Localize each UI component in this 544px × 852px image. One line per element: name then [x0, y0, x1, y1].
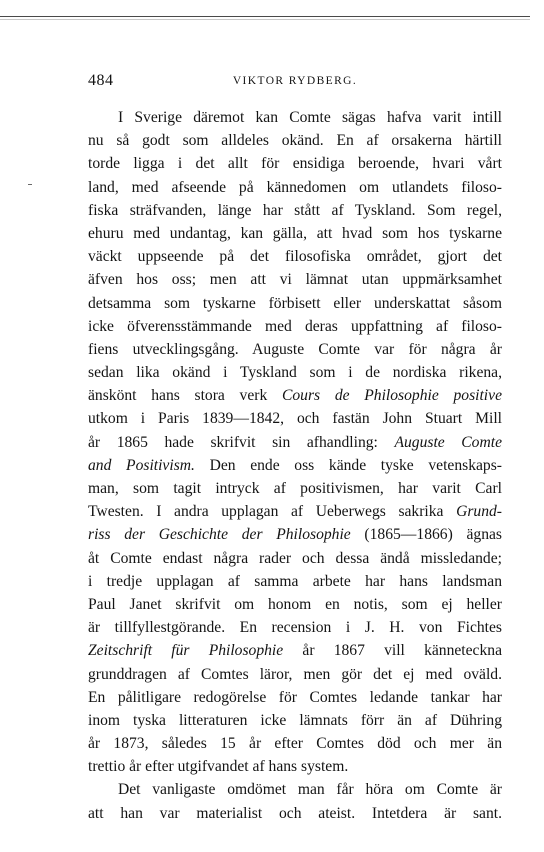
text-segment: torde ligga i det allt för ensidiga beroende, hvari vårt — [88, 155, 502, 173]
text-segment: detsamma som tyskarne förbisett eller underskattat såsom — [88, 294, 502, 312]
text-segment: änskönt hans stora verk — [88, 387, 282, 405]
text-line — [88, 639, 502, 662]
text-segment: Det vanligaste omdömet man får höra om Comte är — [118, 781, 502, 799]
text-line — [88, 778, 502, 801]
text-line — [88, 268, 502, 291]
text-line — [88, 616, 502, 639]
text-segment: att han var materialist och ateist. Intetdera är sant. — [88, 804, 502, 822]
italic-text: Zeitschrift für Philosophie — [88, 642, 284, 660]
text-segment: i tredje upplagan af samma arbete har hans landsman — [88, 572, 502, 590]
text-segment: väckt uppseende på det filosofiska området, gjort det — [88, 248, 502, 266]
text-segment: år 1867 vill känneteckna — [283, 642, 502, 660]
text-segment: utkom i Paris 1839—1842, och fastän John Stuart Mill — [88, 410, 502, 428]
text-line — [88, 152, 502, 175]
text-segment: nu så godt som alldeles okänd. En af orsakerna härtill — [88, 132, 502, 150]
text-line — [88, 570, 502, 593]
text-line — [88, 292, 502, 315]
text-segment: inom tyska litteraturen icke lämnats förr än af Dühring — [88, 711, 502, 729]
text-segment: (1865—1866) ägnas — [350, 526, 502, 544]
text-line — [88, 407, 502, 430]
text-line — [88, 547, 502, 570]
text-segment: är tillfyllestgörande. En recension i J. H. von Fichtes — [88, 619, 502, 637]
running-head: VIKTOR RYDBERG. — [232, 75, 358, 87]
text-line — [88, 315, 502, 338]
text-segment: fiska sträfvanden, länge har stått af Tyskland. Som regel, — [88, 201, 502, 219]
text-segment: En pålitligare redogörelse för Comtes ledande tankar har — [88, 688, 502, 706]
top-rule-shadow — [0, 19, 530, 20]
text-segment: åt Comte endast några rader och dessa ändå missledande; — [88, 549, 502, 567]
text-line — [88, 222, 502, 245]
text-segment: sedan lika okänd i Tyskland som i de nordiska rikena, — [88, 364, 502, 382]
top-rule — [0, 16, 530, 17]
text-segment: ehuru med undantag, kan gälla, att hvad som hos tyskarne — [88, 224, 502, 242]
text-segment: fiens utvecklingsgång. Auguste Comte var för några år — [88, 340, 502, 358]
text-segment: Twesten. I andra upplagan af Ueberwegs sakrika — [88, 503, 457, 521]
text-line — [88, 686, 502, 709]
italic-text: Grund- — [456, 503, 502, 521]
text-line — [88, 199, 502, 222]
text-line — [88, 593, 502, 616]
text-line — [88, 709, 502, 732]
italic-text: and Positivism. — [88, 456, 195, 474]
text-line — [88, 106, 502, 129]
text-line — [88, 500, 502, 523]
text-line — [88, 454, 502, 477]
text-segment: trettio år efter utgifvandet af hans system. — [88, 758, 349, 776]
text-line — [88, 338, 502, 361]
text-line — [88, 129, 502, 152]
text-line — [88, 361, 502, 384]
text-segment: grunddragen af Comtes läror, men gör det ej med oväld. — [88, 665, 502, 683]
text-segment: Den ende oss kände tyske vetenskaps- — [194, 456, 502, 474]
italic-text: Cours de Philosophie positive — [281, 387, 502, 405]
italic-text: Auguste Comte — [394, 433, 502, 451]
text-line — [88, 384, 502, 407]
body-text — [88, 106, 502, 825]
text-segment: I Sverige däremot kan Comte sägas hafva varit intill — [118, 109, 502, 126]
italic-text: riss der Geschichte der Philosophie — [88, 526, 351, 544]
text-segment: land, med afseende på kännedomen om utlandets filoso- — [88, 178, 502, 196]
text-line — [88, 732, 502, 755]
text-line — [88, 431, 502, 454]
text-line — [88, 477, 502, 500]
text-line — [88, 523, 502, 546]
text-segment: äfven hos oss; men att vi lämnat utan uppmärksamhet — [88, 271, 502, 289]
text-line — [88, 176, 502, 199]
text-line — [88, 755, 502, 778]
text-segment: Paul Janet skrifvit om honom en notis, som ej heller — [88, 595, 502, 613]
text-line — [88, 802, 502, 825]
text-segment: icke öfverensstämmande med deras uppfattning af filoso- — [88, 317, 502, 335]
text-line — [88, 663, 502, 686]
text-segment: man, som tagit intryck af positivismen, har varit Carl — [88, 480, 502, 497]
text-segment: år 1865 hade skrifvit sin afhandling: — [88, 433, 395, 451]
page-number: 484 — [88, 72, 114, 89]
page-header — [88, 72, 502, 90]
text-segment: år 1873, således 15 år efter Comtes död och mer än — [88, 735, 502, 753]
margin-mark — [28, 184, 32, 185]
text-line — [88, 245, 502, 268]
